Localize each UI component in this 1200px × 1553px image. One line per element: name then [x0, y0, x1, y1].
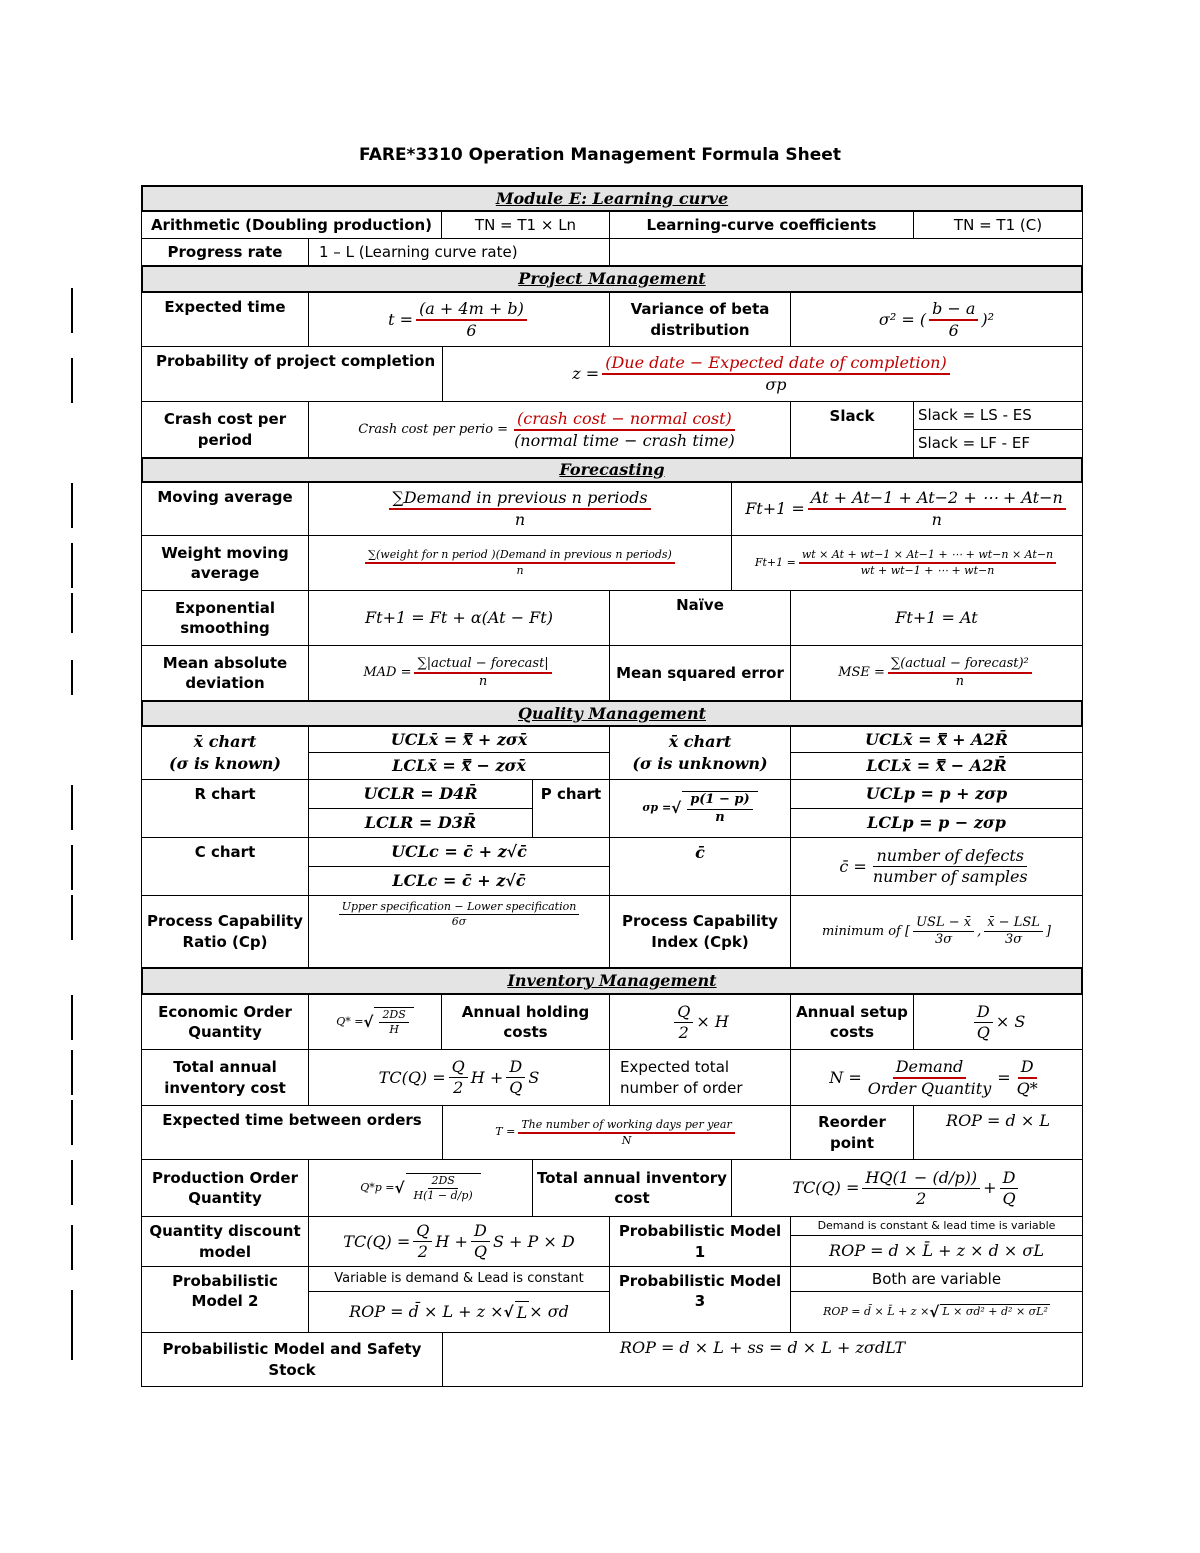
label-line: x̄ chart [193, 732, 257, 752]
fraction-numerator: p(1 − p) [687, 792, 752, 809]
fraction-denominator: 6 [466, 320, 477, 340]
formula: LCLx̄ = x̿ − A2R̄ [866, 756, 1007, 776]
empty-cell [609, 238, 1083, 266]
margin-bar [71, 660, 73, 695]
arithmetic-formula: TN = T1 × Ln [441, 211, 610, 239]
fraction-denominator: 3σ [1004, 932, 1023, 947]
fraction [888, 656, 1032, 691]
fraction [506, 1057, 525, 1098]
formula-part: ROP = d̄ × L + z × [349, 1302, 504, 1322]
formula-rhs: ] [1045, 923, 1051, 939]
weighted-moving-average-formula [308, 535, 732, 591]
fraction [471, 1221, 490, 1262]
exponential-smoothing-label: Exponential smoothing [141, 590, 309, 646]
formula-lhs: Q*p = [360, 1180, 395, 1194]
fraction-numerator: Q [413, 1221, 432, 1242]
mad-label: Mean absolute deviation [141, 645, 309, 701]
margin-bar [71, 845, 73, 890]
poq-label: Production Order Quantity [141, 1159, 309, 1217]
naive-formula [790, 590, 1083, 646]
section-header-project: Project Management [141, 265, 1083, 293]
fraction-numerator: ∑(weight for n period )(Demand in previous n periods) [365, 548, 675, 564]
fraction-numerator: 2DS [379, 1008, 408, 1023]
formula-lhs: MSE = [838, 665, 885, 681]
probabilistic-model-2-formula [308, 1291, 610, 1333]
fraction-numerator: b − a [929, 299, 978, 321]
total-cost-2-formula [731, 1159, 1083, 1217]
radicand [406, 1173, 481, 1203]
weighted-moving-average-formula-2 [731, 535, 1083, 591]
fraction-numerator: Q [449, 1057, 468, 1078]
fraction-numerator: ∑|actual − forecast| [414, 656, 551, 674]
fraction [511, 409, 738, 451]
fraction-numerator: USL − x̄ [913, 915, 974, 932]
fraction-denominator: 2 [417, 1242, 428, 1261]
variance-label: Variance of beta distribution [609, 292, 791, 347]
formula-lhs: c̄ = [839, 856, 867, 876]
fraction-denominator: Q [1002, 1188, 1016, 1208]
safety-stock-formula [442, 1332, 1083, 1387]
quantity-discount-formula [308, 1216, 610, 1267]
probabilistic-model-1-note: Demand is constant & lead time is variable [790, 1216, 1083, 1236]
fraction [913, 915, 974, 949]
label-line: x̄ chart [668, 732, 732, 752]
fraction-denominator: n [478, 674, 488, 689]
formula-lhs: Ft+1 = [754, 555, 796, 569]
fraction-denominator: 2 [916, 1188, 927, 1208]
formula-lhs: Q* = [336, 1014, 364, 1028]
probabilistic-model-2-label: Probabilistic Model 2 [141, 1266, 309, 1333]
c-chart-label: C chart [141, 837, 309, 896]
p-chart-sigma [609, 779, 791, 838]
fraction-denominator: Q [473, 1242, 487, 1261]
orders-formula [790, 1049, 1083, 1106]
section-header-inventory: Inventory Management [141, 967, 1083, 995]
fraction-denominator: n [514, 510, 526, 529]
fraction-denominator: 2 [678, 1022, 689, 1042]
fraction [379, 1008, 408, 1037]
margin-bar [71, 483, 73, 528]
fraction-denominator: n [516, 564, 524, 577]
cpk-formula [790, 895, 1083, 968]
radicand: L × σd² + d̄² × σL² [942, 1305, 1048, 1319]
fraction [799, 548, 1056, 578]
fraction-numerator: ∑(actual − forecast)² [888, 656, 1032, 674]
probabilistic-model-3-label: Probabilistic Model 3 [609, 1266, 791, 1333]
formula-plus: + [983, 1178, 997, 1198]
fraction [870, 846, 1031, 887]
fraction [389, 488, 650, 530]
fraction [339, 900, 580, 929]
fraction-denominator: wt + wt−1 + ⋯ + wt−n [860, 564, 995, 577]
fraction-numerator: Upper specification − Lower specification [339, 900, 580, 915]
formula-part: ROP = d̄ × L̄ + z × [823, 1304, 930, 1318]
probabilistic-model-1-formula [790, 1235, 1083, 1267]
formula: Ft+1 = Ft + α(At − Ft) [365, 608, 553, 628]
section-header-learning: Module E: Learning curve [141, 185, 1083, 212]
c-chart-lcl [308, 866, 610, 896]
fraction-denominator: n [955, 674, 965, 689]
formula: UCLR = D4R̄ [363, 784, 478, 804]
progress-rate-value: 1 – L (Learning curve rate) [308, 238, 610, 266]
fraction-numerator: At + At−1 + At−2 + ⋯ + At−n [808, 488, 1066, 510]
total-cost-formula [308, 1049, 610, 1106]
fraction-numerator: 2DS [428, 1174, 457, 1189]
fraction-numerator: The number of working days per year [518, 1118, 734, 1134]
fraction [808, 488, 1066, 530]
page-title: FARE*3310 Operation Management Formula Sheet [359, 145, 841, 165]
slack-formula-1: Slack = LS - ES [913, 401, 1083, 430]
fraction-denominator: 6σ [451, 914, 467, 928]
x-chart-known-lcl [308, 752, 610, 780]
fraction-numerator: (a + 4m + b) [416, 299, 527, 321]
exponential-smoothing-formula [308, 590, 610, 646]
margin-bar [71, 543, 73, 588]
formula-lhs: MAD = [363, 665, 412, 681]
probabilistic-model-3-note: Both are variable [790, 1266, 1083, 1292]
setup-cost-label: Annual setup costs [790, 994, 914, 1050]
fraction-denominator: 3σ [934, 932, 953, 947]
formula: ROP = d × L̄ + z × d × σL [829, 1241, 1044, 1261]
r-chart-lcl [308, 808, 533, 838]
formula-lhs: minimum of [ [822, 923, 911, 939]
fraction-numerator: D [471, 1221, 490, 1242]
p-chart-label: P chart [532, 779, 610, 838]
formula: UCLx̄ = x̿ + zσx̄ [390, 729, 528, 749]
safety-stock-label: Probabilistic Model and Safety Stock [141, 1332, 443, 1387]
fraction [974, 1002, 993, 1043]
label-line: (σ is known) [169, 754, 281, 773]
fraction-numerator: D [506, 1057, 525, 1078]
margin-bar [71, 785, 73, 830]
weighted-moving-average-label: Weight moving average [141, 535, 309, 591]
orders-label: Expected total number of order [609, 1049, 791, 1106]
x-chart-unknown-ucl [790, 726, 1083, 753]
formula: ROP = d × L + ss = d × L + zσdLT [619, 1338, 906, 1357]
holding-cost-formula [609, 994, 791, 1050]
margin-bar [71, 1100, 73, 1145]
fraction-numerator: ∑Demand in previous n periods [389, 488, 650, 510]
formula: UCLx̄ = x̿ + A2R̄ [865, 729, 1008, 749]
fraction [862, 1168, 980, 1209]
fraction [413, 1221, 432, 1262]
slack-formula-2: Slack = LF - EF [913, 429, 1083, 458]
mse-label: Mean squared error [609, 645, 791, 701]
moving-average-label: Moving average [141, 482, 309, 536]
cp-label: Process Capability Ratio (Cp) [141, 895, 309, 968]
fraction-denominator: H(1 − d/p) [413, 1189, 473, 1202]
margin-bar [71, 593, 73, 633]
formula-eq: = [997, 1067, 1011, 1087]
mse-formula [790, 645, 1083, 701]
fraction-numerator: Demand [893, 1057, 967, 1079]
fraction-numerator: D [1000, 1168, 1019, 1189]
margin-bar [71, 1160, 73, 1205]
margin-bar [71, 358, 73, 403]
formula: LCLR = D3R̄ [364, 813, 477, 833]
formula-lhs: TC(Q) = [343, 1231, 411, 1251]
formula: LCLx̄ = x̿ − zσx̄ [392, 756, 526, 776]
crash-cost-formula [308, 401, 791, 458]
fraction-denominator: n [931, 510, 942, 529]
formula: Ft+1 = At [895, 608, 978, 628]
fraction-numerator: number of defects [873, 846, 1027, 867]
fraction [1014, 1057, 1041, 1099]
time-between-orders-label: Expected time between orders [141, 1105, 443, 1160]
radicand [374, 1007, 413, 1037]
formula-lhs: t = [388, 309, 414, 329]
margin-bar [71, 1225, 73, 1270]
cpk-label: Process Capability Index (Cpk) [609, 895, 791, 968]
section-header-forecasting: Forecasting [141, 457, 1083, 483]
fraction [602, 353, 950, 395]
mad-formula [308, 645, 610, 701]
total-cost-2-label: Total annual inventory cost [532, 1159, 732, 1217]
margin-bar [71, 288, 73, 333]
probabilistic-model-1-label: Probabilistic Model 1 [609, 1216, 791, 1267]
fraction-numerator: Q [674, 1002, 693, 1023]
fraction-numerator: D [974, 1002, 993, 1023]
cp-formula [308, 895, 610, 968]
sqrt-icon: √ [671, 799, 682, 818]
fraction [984, 915, 1043, 949]
sqrt-icon: √ [503, 1302, 514, 1321]
fraction-denominator: n [715, 809, 725, 825]
section-header-quality: Quality Management [141, 700, 1083, 727]
formula-lhs: Ft+1 = [745, 499, 805, 519]
eoq-formula [308, 994, 442, 1050]
fraction-denominator: H [389, 1023, 399, 1036]
margin-bar [71, 895, 73, 940]
fraction-denominator: Q [509, 1078, 523, 1097]
sqrt-icon: √ [363, 1012, 374, 1031]
sqrt-icon: √ [929, 1302, 940, 1321]
margin-bar [71, 1290, 73, 1360]
formula: ROP = d × L [946, 1111, 1050, 1130]
radicand: L [516, 1302, 528, 1322]
fraction-denominator: 6 [948, 320, 959, 340]
formula-rhs: × H [696, 1012, 729, 1032]
fraction-numerator: wt × At + wt−1 × At−1 + ⋯ + wt−n × At−n [799, 548, 1056, 564]
moving-average-formula-2 [731, 482, 1083, 536]
x-chart-known-ucl [308, 726, 610, 753]
c-bar-label [609, 837, 791, 896]
expected-time-label: Expected time [141, 292, 309, 347]
fraction-denominator: Q* [1016, 1078, 1038, 1098]
formula: UCLp = p + zσp [865, 784, 1008, 804]
formula-lhs: z = [572, 364, 600, 384]
label-line: (σ is unknown) [632, 754, 768, 773]
formula-mid: H + [435, 1231, 468, 1251]
reorder-point-label: Reorder point [790, 1105, 914, 1160]
probabilistic-model-3-formula [790, 1291, 1083, 1333]
formula-mid: H + [470, 1067, 504, 1087]
margin-bar [71, 995, 73, 1040]
fraction [999, 1168, 1018, 1209]
formula-part: × σd [529, 1302, 569, 1322]
p-chart-ucl [790, 779, 1083, 809]
slack-label: Slack [790, 401, 914, 458]
formula-lhs: T = [495, 1125, 516, 1139]
fraction [416, 299, 527, 341]
separator: , [977, 923, 982, 939]
variance-formula [790, 292, 1083, 347]
fraction [365, 548, 675, 578]
fraction-numerator: D [1018, 1057, 1037, 1079]
fraction-denominator: Q [976, 1022, 990, 1042]
time-between-orders-formula [442, 1105, 791, 1160]
probability-formula [442, 346, 1083, 402]
quantity-discount-label: Quantity discount model [141, 1216, 309, 1267]
radicand [682, 791, 757, 826]
formula-lhs: N = [829, 1067, 862, 1087]
fraction [414, 656, 551, 691]
sqrt-icon: √ [394, 1178, 405, 1197]
formula-lhs: Crash cost per perio = [358, 421, 509, 437]
x-chart-unknown-lcl [790, 752, 1083, 780]
fraction-denominator: N [621, 1133, 632, 1147]
fraction-denominator: σp [765, 375, 787, 394]
label: c̄ [695, 843, 705, 862]
fraction [687, 792, 752, 826]
progress-rate-label: Progress rate [141, 238, 309, 266]
formula: UCLc = c̄ + z√c̄ [391, 842, 527, 862]
fraction [929, 299, 978, 341]
fraction [518, 1118, 734, 1148]
crash-cost-label: Crash cost per period [141, 401, 309, 458]
r-chart-label: R chart [141, 779, 309, 838]
fraction-denominator: Order Quantity [867, 1078, 992, 1098]
fraction-numerator: (Due date − Expected date of completion) [602, 353, 950, 375]
moving-average-formula [308, 482, 732, 536]
margin-bar [71, 1050, 73, 1095]
x-chart-unknown-label [609, 726, 791, 780]
fraction [865, 1057, 995, 1099]
x-chart-known-label [141, 726, 309, 780]
poq-formula [308, 1159, 533, 1217]
fraction-denominator: (normal time − crash time) [514, 430, 735, 450]
c-bar-formula [790, 837, 1083, 896]
formula-end: S [528, 1067, 540, 1087]
fraction-numerator: x̄ − LSL [984, 915, 1043, 932]
total-cost-label: Total annual inventory cost [141, 1049, 309, 1106]
fraction [449, 1057, 468, 1098]
probabilistic-model-2-note: Variable is demand & Lead is constant [308, 1266, 610, 1292]
formula: LCLc = c̄ + z√c̄ [392, 871, 526, 891]
coefficients-formula: TN = T1 (C) [913, 211, 1083, 239]
expected-time-formula [308, 292, 610, 347]
fraction [411, 1174, 476, 1203]
formula-lhs: TC(Q) = [792, 1178, 860, 1198]
c-chart-ucl [308, 837, 610, 867]
formula-end: S + P × D [493, 1231, 575, 1251]
formula-lhs: σp = [642, 801, 672, 815]
fraction-denominator: 2 [453, 1078, 464, 1097]
r-chart-ucl [308, 779, 533, 809]
formula-lhs: σ² = ( [878, 309, 927, 329]
fraction-numerator: HQ(1 − (d/p)) [862, 1168, 980, 1189]
reorder-point-formula [913, 1105, 1083, 1160]
arithmetic-label: Arithmetic (Doubling production) [141, 211, 442, 239]
fraction [674, 1002, 693, 1043]
holding-cost-label: Annual holding costs [441, 994, 610, 1050]
formula-rhs: )² [981, 309, 995, 329]
fraction-numerator: (crash cost − normal cost) [514, 409, 735, 431]
formula-lhs: TC(Q) = [378, 1067, 446, 1087]
eoq-label: Economic Order Quantity [141, 994, 309, 1050]
probability-label: Probability of project completion [141, 346, 443, 402]
setup-cost-formula [913, 994, 1083, 1050]
coefficients-label: Learning-curve coefficients [609, 211, 914, 239]
formula: LCLp = p − zσp [867, 813, 1006, 833]
fraction-denominator: number of samples [872, 867, 1028, 886]
p-chart-lcl [790, 808, 1083, 838]
formula-rhs: × S [995, 1012, 1026, 1032]
naive-label: Naïve [609, 590, 791, 646]
